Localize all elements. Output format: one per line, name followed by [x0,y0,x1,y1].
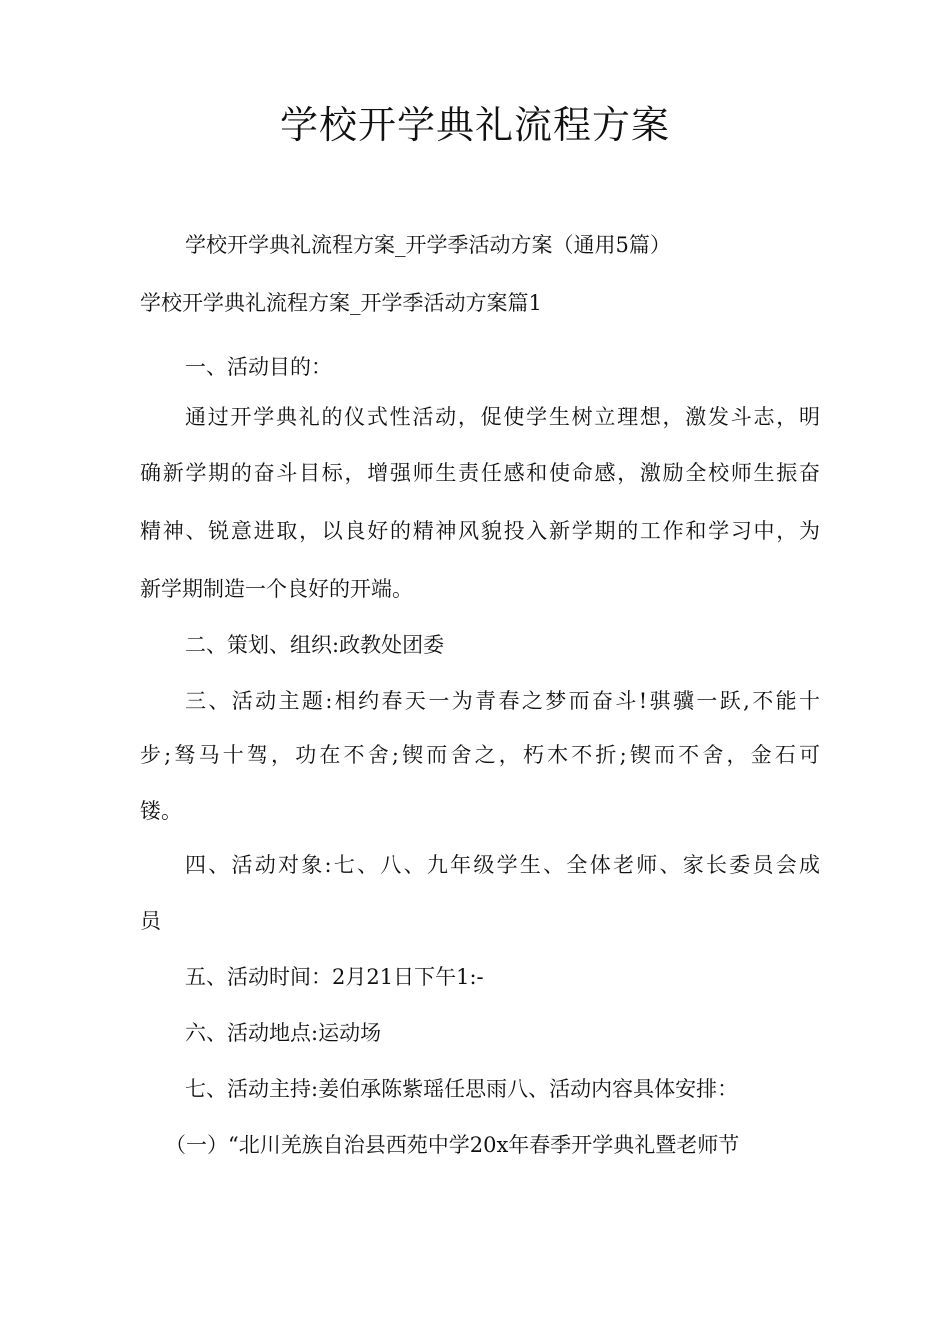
paragraph-line: 六、活动地点:运动场 [185,1021,382,1045]
paragraph-line: 七、活动主持:姜伯承陈紫瑶任思雨八、活动内容具体安排： [185,1077,739,1101]
section-heading: 学校开学典礼流程方案_开学季活动方案篇1 [140,291,542,315]
paragraph-line: 镂。 [140,799,182,823]
paragraph-line: 通过开学典礼的仪式性活动，促使学生树立理想，激发斗志，明 [185,405,820,429]
document-title: 学校开学典礼流程方案 [279,103,670,147]
paragraph-line: 一、活动目的： [185,355,332,379]
paragraph-line: 三、活动主题:相约春天一为青春之梦而奋斗!骐骥一跃,不能十 [185,689,820,713]
subtitle-line: 学校开学典礼流程方案_开学季活动方案（通用5篇） [185,233,671,257]
paragraph-line: 四、活动对象:七、八、九年级学生、全体老师、家长委员会成 [185,853,820,877]
paragraph-line: （一）“北川羌族自治县西苑中学20x年春季开学典礼暨老师节 [165,1133,740,1157]
paragraph-line: 新学期制造一个良好的开端。 [140,577,413,601]
paragraph-line: 员 [140,909,161,933]
paragraph-line: 五、活动时间：2月21日下午1:- [185,965,484,989]
paragraph-line: 确新学期的奋斗目标，增强师生责任感和使命感，激励全校师生振奋 [140,461,820,485]
paragraph-line: 步;驽马十驾，功在不舍;锲而舍之，朽木不折;锲而不舍，金石可 [140,743,820,767]
paragraph-line: 二、策划、组织:政教处团委 [185,633,445,657]
paragraph-line: 精神、锐意进取，以良好的精神风貌投入新学期的工作和学习中，为 [140,519,820,543]
